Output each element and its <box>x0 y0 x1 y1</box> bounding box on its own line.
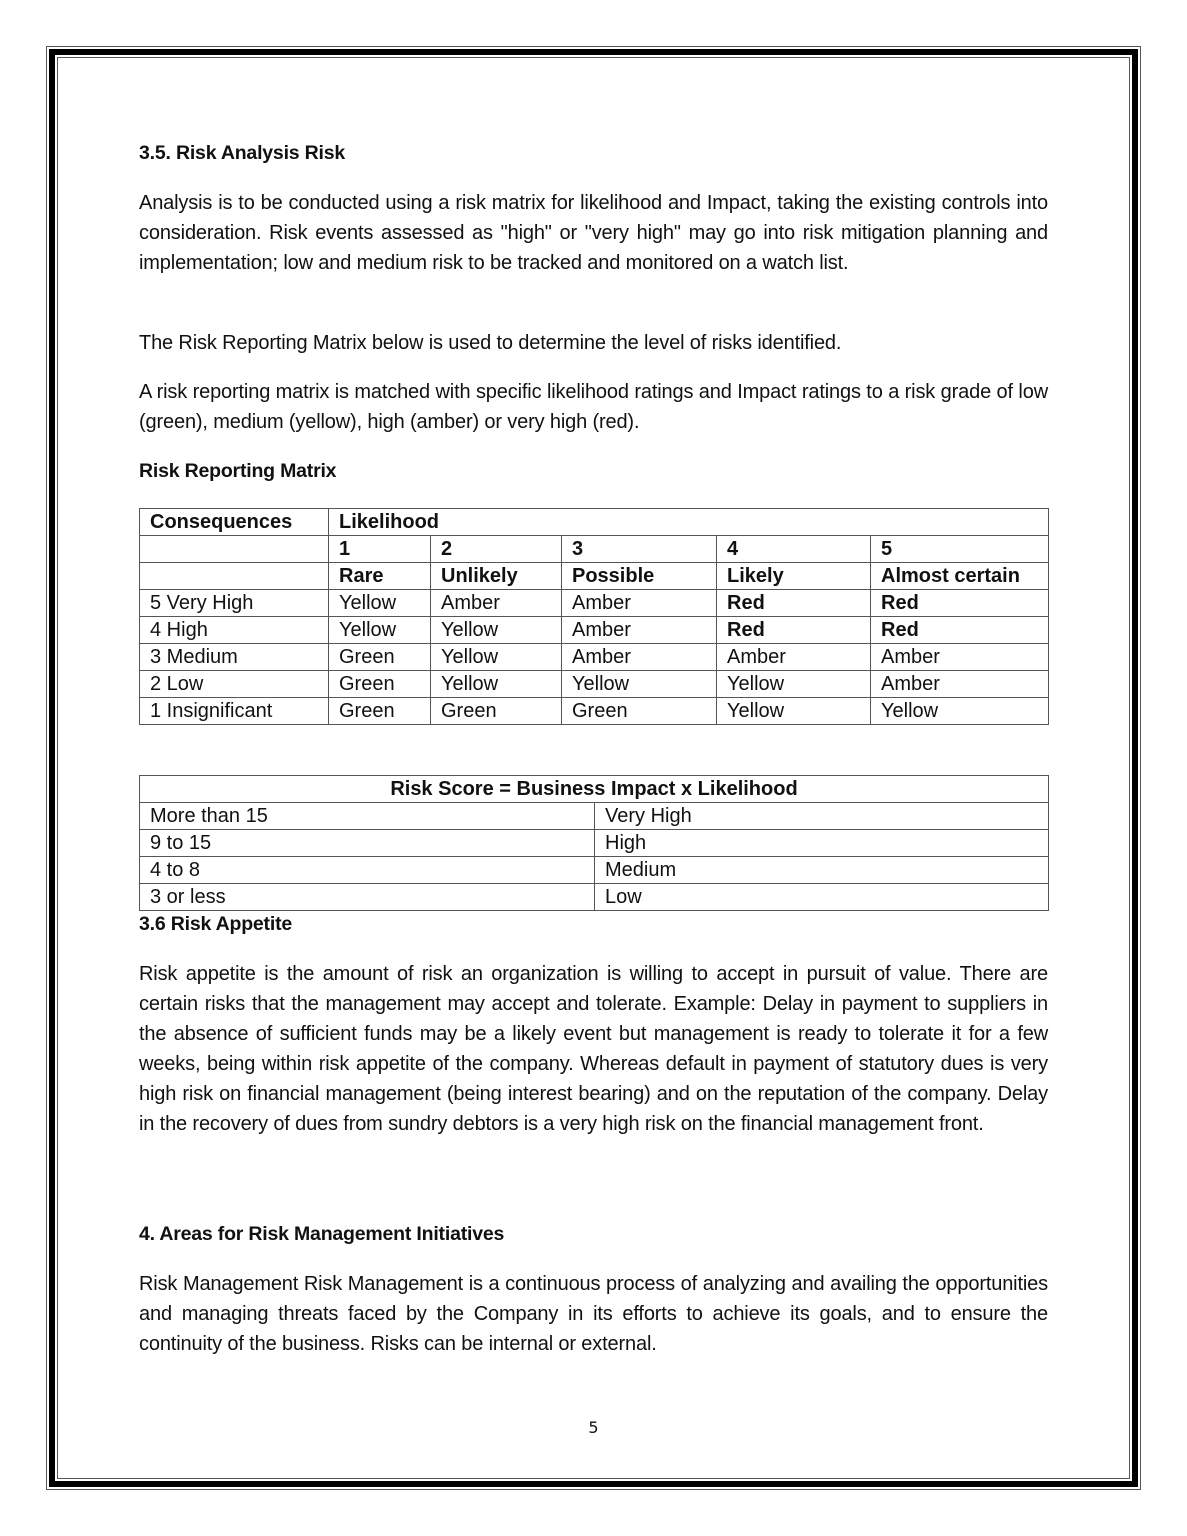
matrix-cell: Yellow <box>431 644 562 671</box>
matrix-cell: Amber <box>562 590 717 617</box>
matrix-label-row <box>140 563 1049 590</box>
matrix-cell: Yellow <box>871 698 1049 725</box>
matrix-cell: Amber <box>562 617 717 644</box>
matrix-cell: Red <box>871 617 1049 644</box>
likelihood-label: Rare <box>329 563 431 590</box>
risk-score-row <box>140 803 1049 830</box>
matrix-cell: Green <box>562 698 717 725</box>
likelihood-label: Unlikely <box>431 563 562 590</box>
matrix-cell: Yellow <box>329 617 431 644</box>
likelihood-label: Possible <box>562 563 717 590</box>
risk-score-level: High <box>595 830 1049 857</box>
section-3-5-paragraph-2: The Risk Reporting Matrix below is used to determine the level of risks identified. <box>139 332 842 354</box>
matrix-cell: Green <box>431 698 562 725</box>
risk-score-header: Risk Score = Business Impact x Likelihood <box>140 776 1049 803</box>
matrix-level-row <box>140 536 1049 563</box>
matrix-cell: Red <box>717 617 871 644</box>
section-4-heading: 4. Areas for Risk Management Initiatives <box>139 1223 505 1245</box>
section-3-6-heading: 3.6 Risk Appetite <box>139 913 293 935</box>
matrix-row <box>140 644 1049 671</box>
likelihood-label: Almost certain <box>871 563 1049 590</box>
matrix-cell: Yellow <box>329 590 431 617</box>
matrix-cell: Red <box>717 590 871 617</box>
risk-score-level: Very High <box>595 803 1049 830</box>
consequence-label: 1 Insignificant <box>140 698 329 725</box>
risk-score-table <box>139 775 1049 911</box>
matrix-cell: Yellow <box>717 671 871 698</box>
matrix-cell: Yellow <box>717 698 871 725</box>
matrix-cell: Amber <box>871 671 1049 698</box>
risk-reporting-matrix-table <box>139 508 1049 725</box>
matrix-cell: Yellow <box>431 617 562 644</box>
risk-score-row <box>140 830 1049 857</box>
matrix-row <box>140 590 1049 617</box>
section-3-6-paragraph-1: Risk appetite is the amount of risk an organization is willing to accept in pursuit of value. There are certain risks that the management may accept and tolerate. Example: Delay in payment to suppliers in the absence of sufficient funds may be a likely event but management is ready to tolerate it for a few weeks, being within risk appetite of the company. Whereas default in payment of statutory dues is very high risk on financial management (being interest bearing) and on the reputation of the company. Delay in the recovery of dues from sundry debtors is a very high risk on the financial management front. <box>139 963 1048 1135</box>
consequence-label: 4 High <box>140 617 329 644</box>
matrix-cell: Amber <box>717 644 871 671</box>
consequence-label: 5 Very High <box>140 590 329 617</box>
risk-score-row <box>140 857 1049 884</box>
empty-cell <box>140 563 329 590</box>
likelihood-level: 3 <box>562 536 717 563</box>
matrix-cell: Amber <box>431 590 562 617</box>
matrix-cell: Yellow <box>431 671 562 698</box>
section-3-5-paragraph-3: A risk reporting matrix is matched with specific likelihood ratings and Impact ratings to a risk grade of low (green), medium (yellow), high (amber) or very high (red). <box>139 381 1048 433</box>
risk-score-level: Medium <box>595 857 1049 884</box>
section-3-5-heading: 3.5. Risk Analysis Risk <box>139 142 346 164</box>
risk-score-range: More than 15 <box>140 803 595 830</box>
matrix-cell: Green <box>329 671 431 698</box>
consequences-header: Consequences <box>140 509 329 536</box>
likelihood-header: Likelihood <box>329 509 1049 536</box>
risk-score-header-row <box>140 776 1049 803</box>
risk-reporting-matrix-heading: Risk Reporting Matrix <box>139 460 337 482</box>
section-4-paragraph-1: Risk Management Risk Management is a continuous process of analyzing and availing the opportunities and managing threats faced by the Company in its efforts to achieve its goals, and to ensure the continuity of the business. Risks can be internal or external. <box>139 1273 1048 1355</box>
consequence-label: 2 Low <box>140 671 329 698</box>
matrix-header-row <box>140 509 1049 536</box>
likelihood-label: Likely <box>717 563 871 590</box>
risk-score-range: 3 or less <box>140 884 595 911</box>
matrix-cell: Red <box>871 590 1049 617</box>
matrix-cell: Amber <box>562 644 717 671</box>
matrix-row <box>140 671 1049 698</box>
consequence-label: 3 Medium <box>140 644 329 671</box>
likelihood-level: 4 <box>717 536 871 563</box>
matrix-cell: Green <box>329 644 431 671</box>
matrix-cell: Amber <box>871 644 1049 671</box>
likelihood-level: 1 <box>329 536 431 563</box>
likelihood-level: 2 <box>431 536 562 563</box>
matrix-row <box>140 617 1049 644</box>
risk-score-range: 9 to 15 <box>140 830 595 857</box>
section-3-5-paragraph-1: Analysis is to be conducted using a risk matrix for likelihood and Impact, taking the existing controls into consideration. Risk events assessed as "high" or "very high" may go into risk mitigation planning and implementation; low and medium risk to be tracked and monitored on a watch list. <box>139 192 1048 274</box>
likelihood-level: 5 <box>871 536 1049 563</box>
matrix-cell: Yellow <box>562 671 717 698</box>
risk-score-level: Low <box>595 884 1049 911</box>
matrix-cell: Green <box>329 698 431 725</box>
empty-cell <box>140 536 329 563</box>
matrix-row <box>140 698 1049 725</box>
risk-score-row <box>140 884 1049 911</box>
risk-score-range: 4 to 8 <box>140 857 595 884</box>
page-number: 5 <box>588 1418 599 1437</box>
